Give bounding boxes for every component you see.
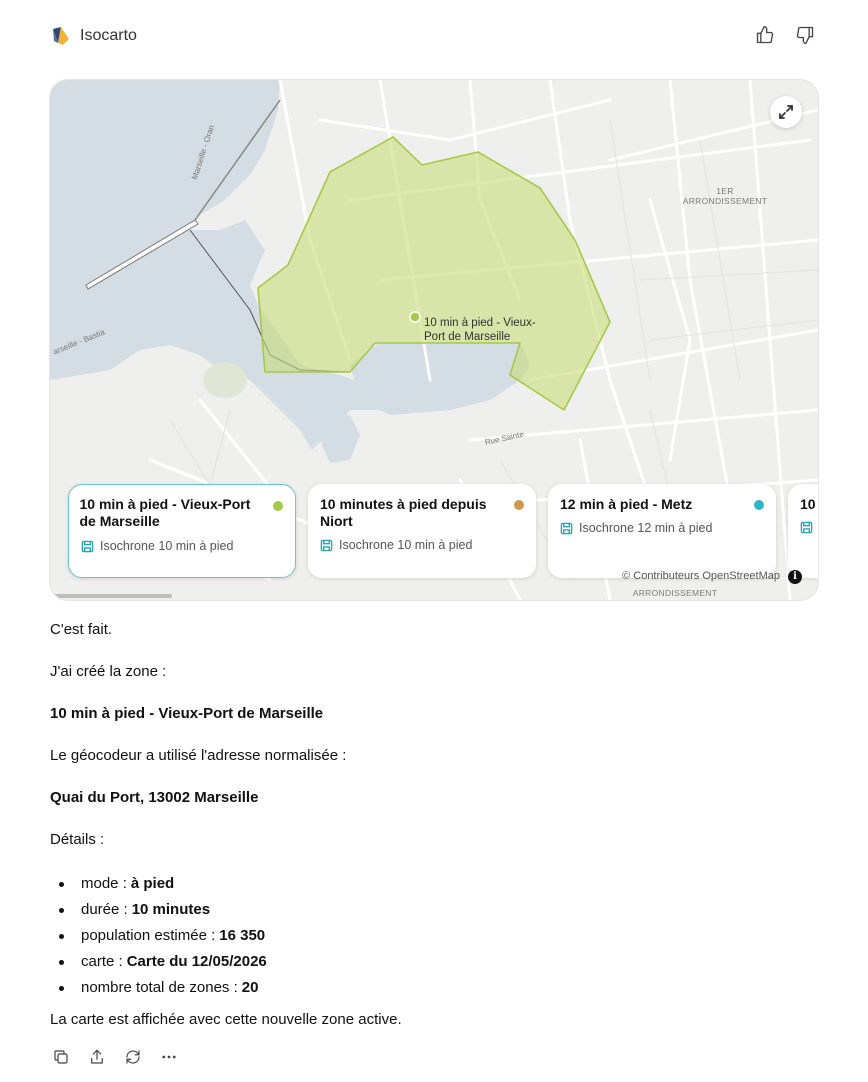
share-button[interactable] [86,1046,108,1068]
arrondissement-bottom-label: ARRONDISSEMENT [632,588,718,598]
street-label-marseille-bastia: arseille - Bastia [52,327,107,357]
map-attribution[interactable]: © Contributeurs OpenStreetMap [622,570,780,582]
save-icon [800,521,813,534]
zone-card[interactable] [548,484,776,578]
zone-card-title: 10 min à pied - Vieux-Port de Marseille [79,495,251,529]
list-item: mode : à pied [50,871,267,897]
closing-line: La carte est affichée avec cette nouvelle zone active. [50,1011,402,1028]
zone-color-dot [273,501,283,511]
arrondissement-label: 1ER ARRONDISSEMENT [682,186,768,206]
app-name: Isocarto [80,27,137,44]
zone-card-title: 10 [800,496,816,512]
cards-scrollbar[interactable] [54,594,172,598]
zone-card[interactable] [308,484,536,578]
isocarto-logo-icon [50,25,72,47]
save-icon [320,539,333,552]
zone-card[interactable] [68,484,296,578]
expand-map-button[interactable] [770,96,802,128]
copy-button[interactable] [50,1046,72,1068]
zone-card-title: 10 minutes à pied depuis Niort [320,496,487,529]
message-line: C'est fait. [50,621,113,638]
message-line: Le géocodeur a utilisé l'adresse normalisée : [50,747,347,764]
save-icon [560,522,573,535]
info-icon[interactable]: i [788,570,802,584]
feedback-group [754,24,816,46]
list-item: durée : 10 minutes [50,897,267,923]
details-label: Détails : [50,831,105,848]
thumbs-up-button[interactable] [754,24,776,46]
zone-color-dot [514,500,524,510]
regenerate-button[interactable] [122,1046,144,1068]
copy-icon [52,1048,70,1066]
zone-card-title: 12 min à pied - Metz [560,496,693,512]
message-line: J'ai créé la zone : [50,663,167,680]
street-label-rue-sainte: Rue Sainte [484,429,525,447]
zone-card[interactable] [788,484,818,578]
thumbs-down-icon [795,25,815,45]
zone-card-subtitle [800,521,813,534]
save-icon [81,540,94,553]
zone-card-subtitle: Isochrone 10 min à pied [320,538,472,552]
thumbs-down-button[interactable] [794,24,816,46]
isochrone-center-marker [410,312,420,322]
app-header [50,24,137,48]
map-view[interactable] [50,80,818,600]
details-list [50,871,267,1001]
more-button[interactable] [158,1046,180,1068]
list-item: nombre total de zones : 20 [50,975,267,1001]
thumbs-up-icon [755,25,775,45]
street-label-marseille-oran: Marseille - Oran [190,123,217,181]
zone-card-subtitle: Isochrone 10 min à pied [81,539,233,553]
list-item: carte : Carte du 12/05/2026 [50,949,267,975]
zone-cards-carousel[interactable] [68,484,818,578]
regenerate-icon [124,1048,142,1066]
more-icon [160,1048,178,1066]
isochrone-map-label: 10 min à pied - Vieux- Port de Marseille [424,317,536,343]
expand-icon [778,104,794,120]
message-actions [50,1046,180,1068]
zone-name: 10 min à pied - Vieux-Port de Marseille [50,705,324,722]
zone-color-dot [754,500,764,510]
share-icon [88,1048,106,1066]
zone-card-subtitle: Isochrone 12 min à pied [560,521,712,535]
normalized-address: Quai du Port, 13002 Marseille [50,789,259,806]
list-item: population estimée : 16 350 [50,923,267,949]
